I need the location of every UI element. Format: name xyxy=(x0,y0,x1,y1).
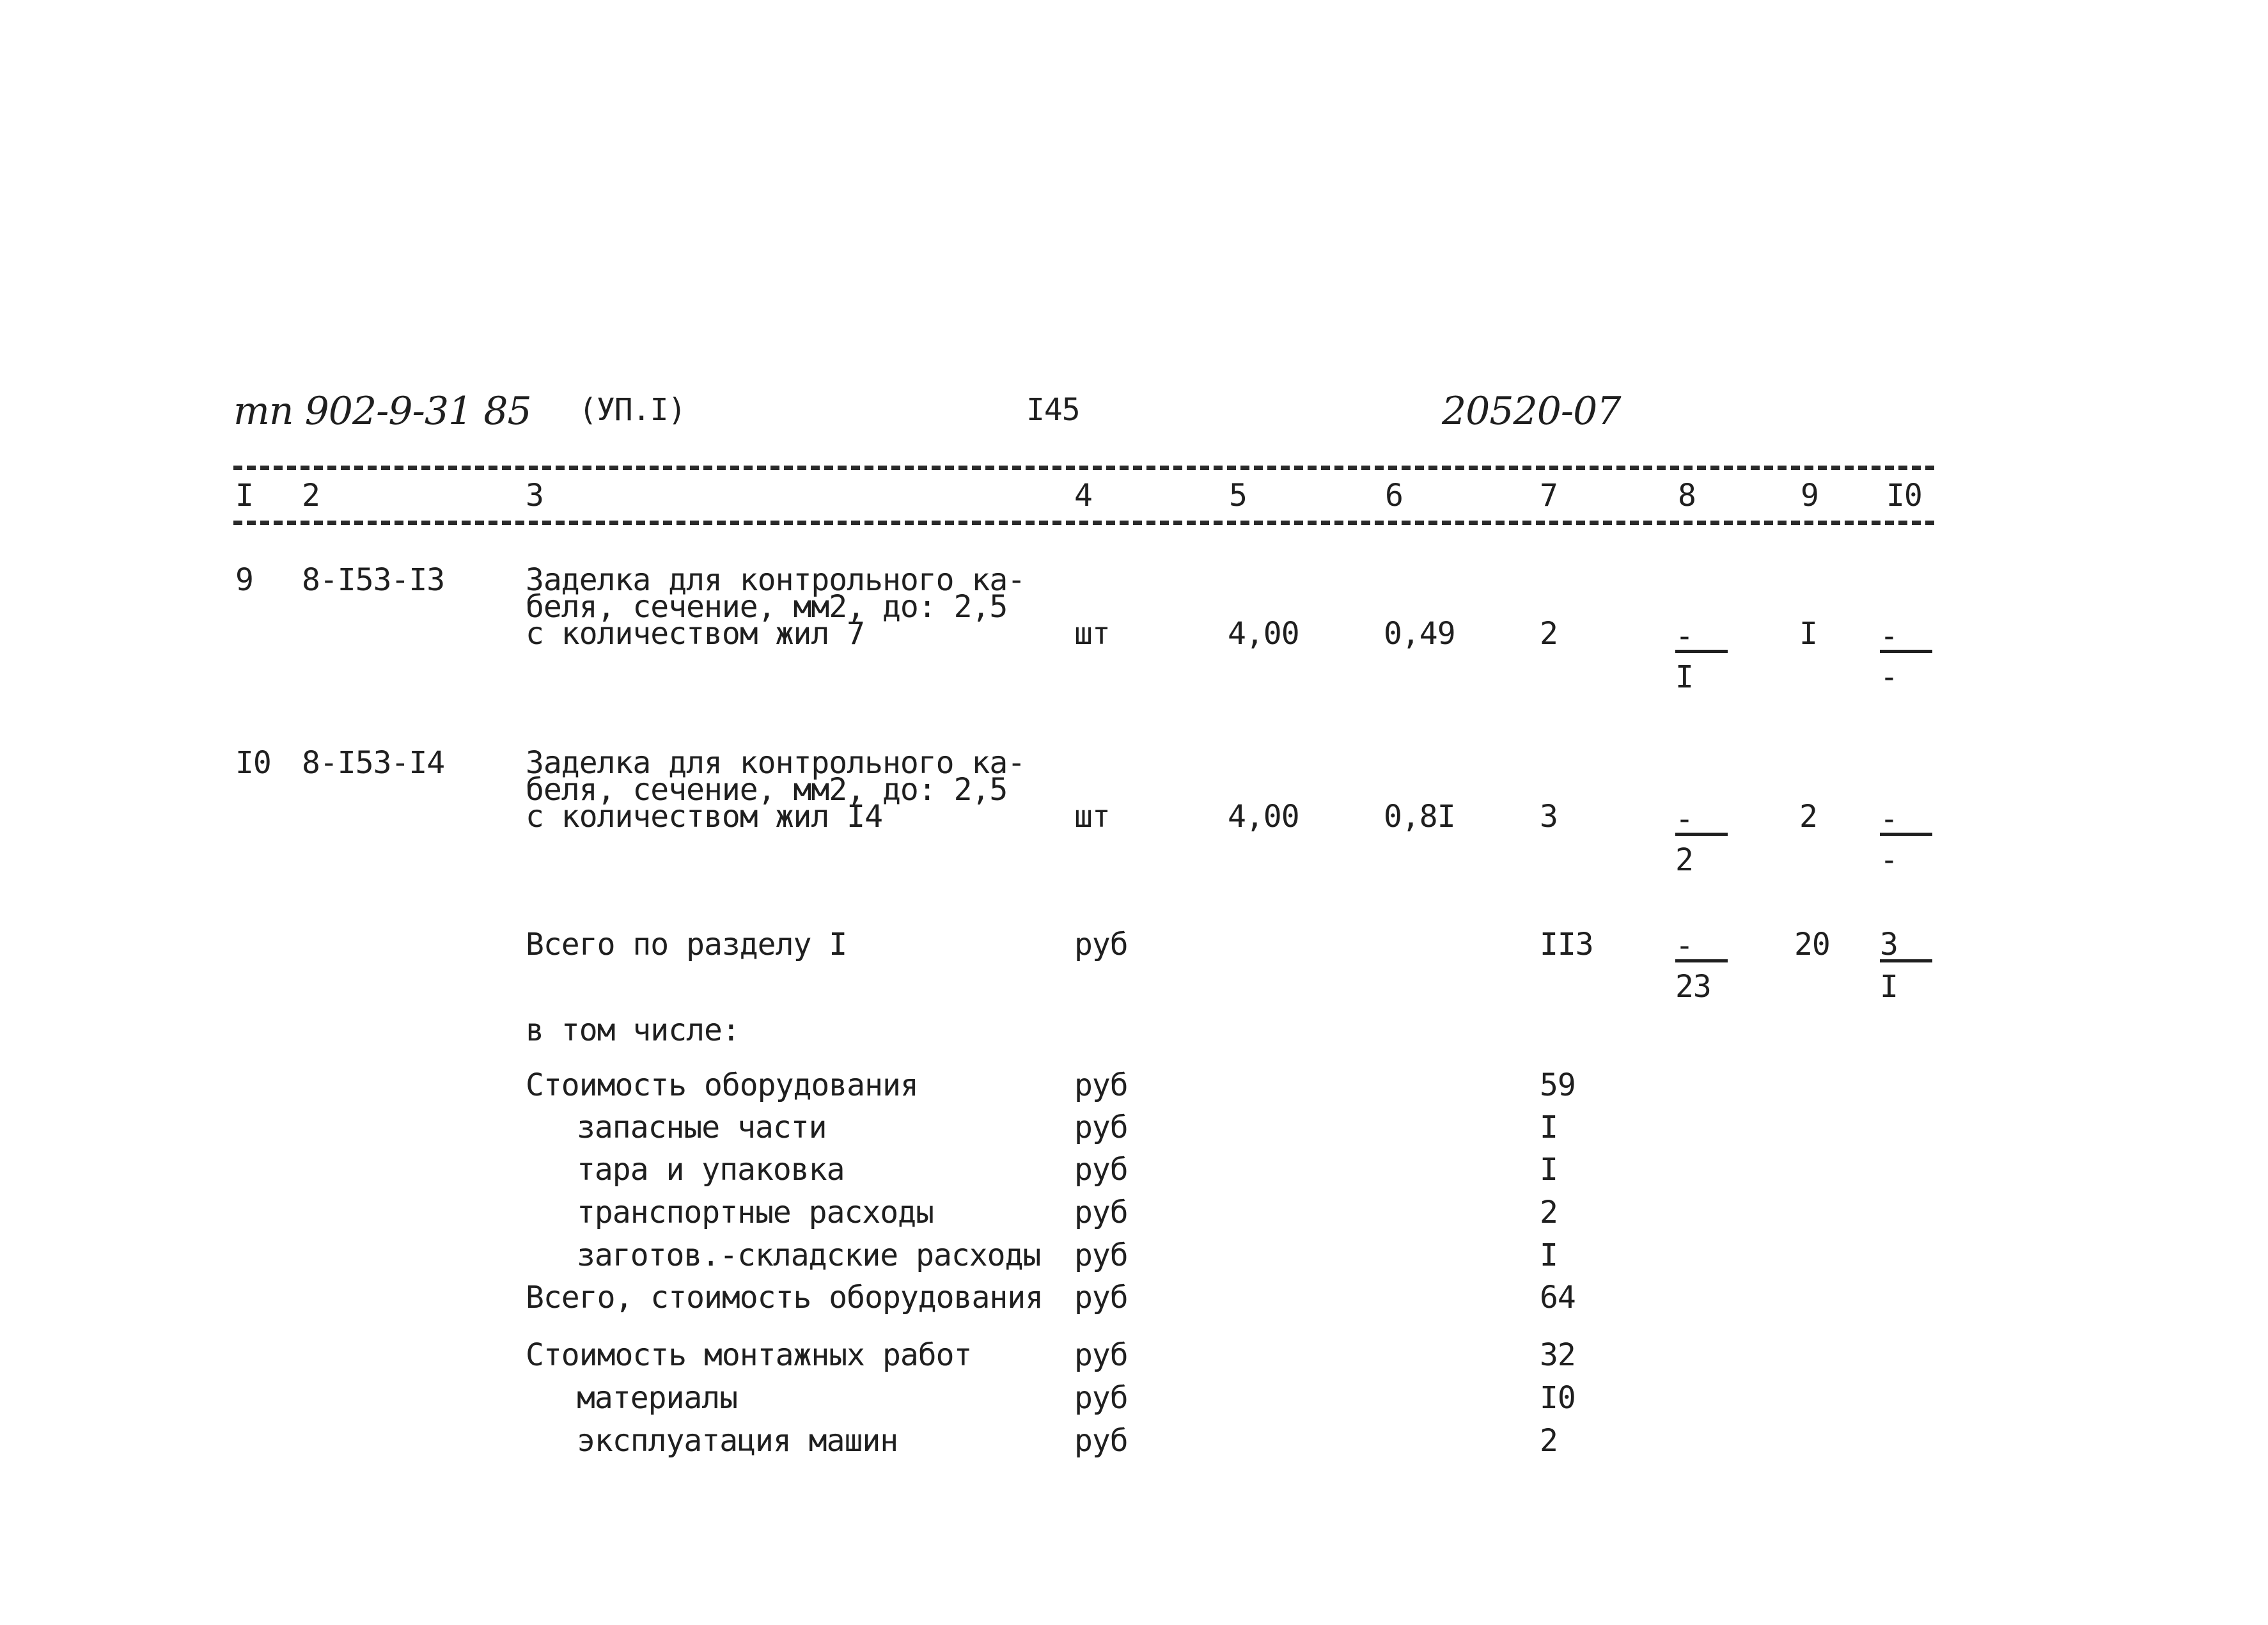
row-col10-numerator: - xyxy=(1880,618,1898,654)
fraction-line xyxy=(1880,959,1932,962)
row-description-line: Заделка для контрольного ка- xyxy=(526,745,1026,781)
header-top-rule xyxy=(233,466,1934,470)
row-number: I0 xyxy=(235,745,271,781)
row-col8-denominator: 2 xyxy=(1675,842,1693,878)
breakdown-label: Стоимость монтажных работ xyxy=(526,1337,972,1373)
breakdown-unit: руб xyxy=(1074,1067,1128,1103)
breakdown-unit: руб xyxy=(1074,1423,1128,1459)
breakdown-value: 59 xyxy=(1540,1067,1576,1103)
breakdown-label: материалы xyxy=(577,1380,738,1416)
total-col9: 20 xyxy=(1794,927,1830,962)
column-header: 5 xyxy=(1229,478,1247,514)
row-col8-numerator: - xyxy=(1675,618,1693,654)
breakdown-value: 2 xyxy=(1540,1423,1558,1459)
column-header: 9 xyxy=(1801,478,1818,514)
breakdown-label: эксплуатация машин xyxy=(577,1423,898,1459)
row-description-line: беля, сечение, мм2, до: 2,5 xyxy=(526,772,1008,808)
row-col9: 2 xyxy=(1799,799,1817,835)
row-code: 8-I53-I4 xyxy=(302,745,445,781)
row-col7: 3 xyxy=(1540,799,1558,835)
row-col10-numerator: - xyxy=(1880,801,1898,837)
breakdown-label: заготов.-складские расходы xyxy=(577,1237,1041,1273)
total-label: Всего по разделу I xyxy=(526,927,847,962)
column-header: 4 xyxy=(1074,478,1092,514)
row-col9: I xyxy=(1799,616,1817,652)
row-col8-numerator: - xyxy=(1675,801,1693,837)
breakdown-unit: руб xyxy=(1074,1152,1128,1188)
breakdown-value: 2 xyxy=(1540,1195,1558,1230)
row-col10-denominator: - xyxy=(1880,659,1898,695)
page-number: I45 xyxy=(1026,392,1080,428)
column-header: 8 xyxy=(1678,478,1696,514)
breakdown-unit: руб xyxy=(1074,1110,1128,1145)
breakdown-value: I xyxy=(1540,1110,1558,1145)
row-col10-denominator: - xyxy=(1880,842,1898,878)
sheet-id: 20520-07 xyxy=(1442,389,1621,434)
column-header: 3 xyxy=(526,478,544,514)
fraction-line xyxy=(1880,833,1932,836)
breakdown-unit: руб xyxy=(1074,1337,1128,1373)
row-quantity: 4,00 xyxy=(1228,799,1299,835)
column-header: 7 xyxy=(1540,478,1558,514)
breakdown-unit: руб xyxy=(1074,1280,1128,1315)
fraction-line xyxy=(1675,833,1728,836)
total-unit: руб xyxy=(1074,927,1128,962)
column-header: I xyxy=(235,478,253,514)
row-description-line: с количеством жил I4 xyxy=(526,799,882,835)
row-col6: 0,8I xyxy=(1384,799,1455,835)
row-description-line: беля, сечение, мм2, до: 2,5 xyxy=(526,589,1008,625)
row-unit: шт xyxy=(1074,616,1110,652)
row-description-line: Заделка для контрольного ка- xyxy=(526,562,1026,598)
album-number: (УП.I) xyxy=(579,392,686,428)
breakdown-label: тара и упаковка xyxy=(577,1152,845,1188)
breakdown-label: запасные части xyxy=(577,1110,827,1145)
fraction-line xyxy=(1675,959,1728,962)
breakdown-label: Всего, стоимость оборудования xyxy=(526,1280,1044,1315)
row-code: 8-I53-I3 xyxy=(302,562,445,598)
total-col7: II3 xyxy=(1540,927,1593,962)
fraction-line xyxy=(1675,650,1728,653)
column-header: I0 xyxy=(1886,478,1922,514)
breakdown-unit: руб xyxy=(1074,1380,1128,1416)
breakdown-value: 64 xyxy=(1540,1280,1576,1315)
row-quantity: 4,00 xyxy=(1228,616,1299,652)
header-bottom-rule xyxy=(233,521,1934,525)
total-col10-numerator: 3 xyxy=(1880,927,1898,962)
total-col8-denominator: 23 xyxy=(1675,969,1711,1005)
breakdown-value: I xyxy=(1540,1237,1558,1273)
breakdown-label: Стоимость оборудования xyxy=(526,1067,918,1103)
breakdown-label: транспортные расходы xyxy=(577,1195,934,1230)
row-unit: шт xyxy=(1074,799,1110,835)
breakdown-value: I xyxy=(1540,1152,1558,1188)
breakdown-unit: руб xyxy=(1074,1195,1128,1230)
row-description-line: с количеством жил 7 xyxy=(526,616,865,652)
row-col6: 0,49 xyxy=(1384,616,1455,652)
breakdown-value: 32 xyxy=(1540,1337,1576,1373)
fraction-line xyxy=(1880,650,1932,653)
document-code: тп 902-9-31 85 xyxy=(233,389,531,434)
breakdown-unit: руб xyxy=(1074,1237,1128,1273)
row-col8-denominator: I xyxy=(1675,659,1693,695)
including-label: в том числе: xyxy=(526,1012,740,1048)
column-header: 6 xyxy=(1385,478,1403,514)
breakdown-value: I0 xyxy=(1540,1380,1576,1416)
column-header: 2 xyxy=(302,478,320,514)
total-col8-numerator: - xyxy=(1675,928,1693,964)
row-number: 9 xyxy=(235,562,253,598)
row-col7: 2 xyxy=(1540,616,1558,652)
total-col10-denominator: I xyxy=(1880,969,1898,1005)
